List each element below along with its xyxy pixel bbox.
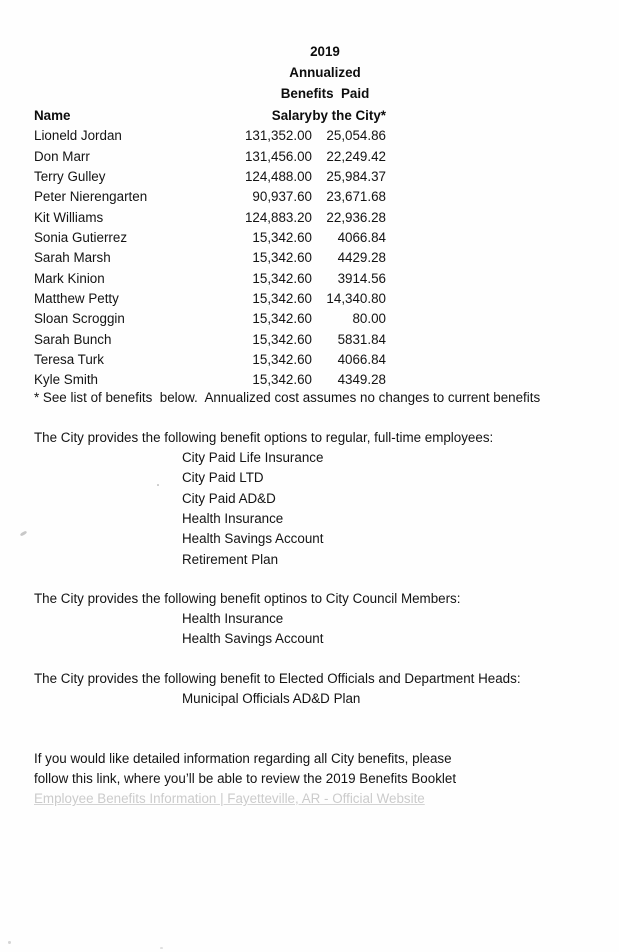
benefit-item: City Paid AD&D	[182, 490, 276, 506]
benefit-item: Retirement Plan	[182, 551, 279, 567]
benefit-item: Health Savings Account	[182, 631, 324, 647]
cell-benefits-paid: 4429.28	[337, 250, 386, 266]
benefit-item: Health Insurance	[182, 510, 284, 526]
cell-employee-name: Matthew Petty	[34, 291, 119, 307]
closing-line-2: follow this link, where you’ll be able to review the 2019 Benefits Booklet	[34, 771, 457, 786]
benefit-item: Health Insurance	[182, 611, 284, 626]
benefit-item: City Paid LTD	[182, 470, 264, 486]
cell-employee-name: Kit Williams	[34, 209, 104, 225]
benefit-item: Health Savings Account	[182, 531, 324, 547]
table-header-benefits-paid: Benefits Paid	[280, 86, 370, 101]
column-header-benefits: by the City*	[312, 108, 386, 123]
table-row	[34, 370, 386, 390]
table-body	[34, 126, 386, 390]
cell-salary: 15,342.60	[252, 352, 312, 368]
scan-speck	[160, 947, 163, 949]
table-row	[34, 350, 386, 370]
table-header-annualized: Annualized	[289, 65, 361, 80]
closing-line-1: If you would like detailed information regarding all City benefits, please	[34, 751, 452, 766]
table-row	[34, 289, 386, 309]
cell-salary: 15,342.60	[252, 331, 312, 347]
cell-benefits-paid: 4349.28	[337, 372, 386, 388]
column-header-salary: Salary	[271, 108, 312, 123]
cell-salary: 15,342.60	[252, 270, 312, 286]
cell-salary: 131,456.00	[244, 148, 312, 164]
cell-employee-name: Terry Gulley	[34, 169, 106, 185]
cell-salary: 15,342.60	[252, 311, 312, 327]
table-row	[34, 126, 386, 146]
cell-benefits-paid: 5831.84	[337, 331, 386, 347]
cell-benefits-paid: 14,340.80	[326, 291, 386, 307]
cell-benefits-paid: 23,671.68	[326, 189, 386, 205]
cell-salary: 90,937.60	[252, 189, 312, 205]
cell-salary: 124,883.20	[244, 209, 312, 225]
table-row	[34, 147, 386, 167]
cell-employee-name: Sloan Scroggin	[34, 311, 125, 327]
cell-salary: 131,352.00	[244, 128, 312, 144]
cell-employee-name: Mark Kinion	[34, 270, 105, 286]
cell-employee-name: Don Marr	[34, 148, 90, 164]
cell-benefits-paid: 22,249.42	[326, 148, 386, 164]
cell-benefits-paid: 25,984.37	[326, 169, 386, 185]
section-intro-1: The City provides the following benefit options to regular, full-time employees:	[34, 430, 494, 445]
cell-employee-name: Sarah Marsh	[34, 250, 111, 266]
cell-benefits-paid: 4066.84	[337, 352, 386, 368]
section-intro-2: The City provides the following benefit optinos to City Council Members:	[34, 591, 461, 606]
cell-employee-name: Peter Nierengarten	[34, 189, 148, 205]
cell-benefits-paid: 80.00	[352, 311, 386, 327]
table-row	[34, 309, 386, 329]
table-row	[34, 167, 386, 187]
table-header-year: 2019	[310, 44, 340, 59]
table-footnote: * See list of benefits below. Annualized cost assumes no changes to current benefits	[34, 390, 541, 405]
section-intro-3: The City provides the following benefit to Elected Officials and Department Heads:	[34, 671, 521, 686]
cell-employee-name: Sarah Bunch	[34, 331, 112, 347]
cell-salary: 15,342.60	[252, 372, 312, 388]
cell-salary: 15,342.60	[252, 250, 312, 266]
table-row	[34, 330, 386, 350]
benefit-item: Municipal Officials AD&D Plan	[182, 691, 361, 706]
benefits-booklet-link[interactable]: Employee Benefits Information | Fayetteville, AR - Official Website	[34, 791, 425, 806]
cell-benefits-paid: 25,054.86	[326, 128, 386, 144]
benefit-item: City Paid Life Insurance	[182, 450, 324, 465]
table-row	[34, 248, 386, 268]
cell-employee-name: Kyle Smith	[34, 372, 98, 388]
cell-benefits-paid: 22,936.28	[326, 209, 386, 225]
cell-employee-name: Lioneld Jordan	[34, 128, 122, 144]
table-row	[34, 269, 386, 289]
table-header-row	[34, 106, 386, 126]
cell-salary: 15,342.60	[252, 291, 312, 307]
cell-employee-name: Sonia Gutierrez	[34, 230, 128, 246]
table-row	[34, 228, 386, 248]
scan-speck	[8, 941, 11, 944]
cell-salary: 15,342.60	[252, 230, 312, 246]
cell-benefits-paid: 3914.56	[337, 270, 386, 286]
cell-benefits-paid: 4066.84	[337, 230, 386, 246]
table-row	[34, 208, 386, 228]
table-row	[34, 187, 386, 207]
salary-benefits-table	[34, 106, 386, 391]
cell-salary: 124,488.00	[244, 169, 312, 185]
scan-speck	[20, 530, 28, 536]
column-header-name: Name	[34, 108, 71, 123]
cell-employee-name: Teresa Turk	[34, 352, 104, 368]
scan-speck	[157, 484, 159, 486]
